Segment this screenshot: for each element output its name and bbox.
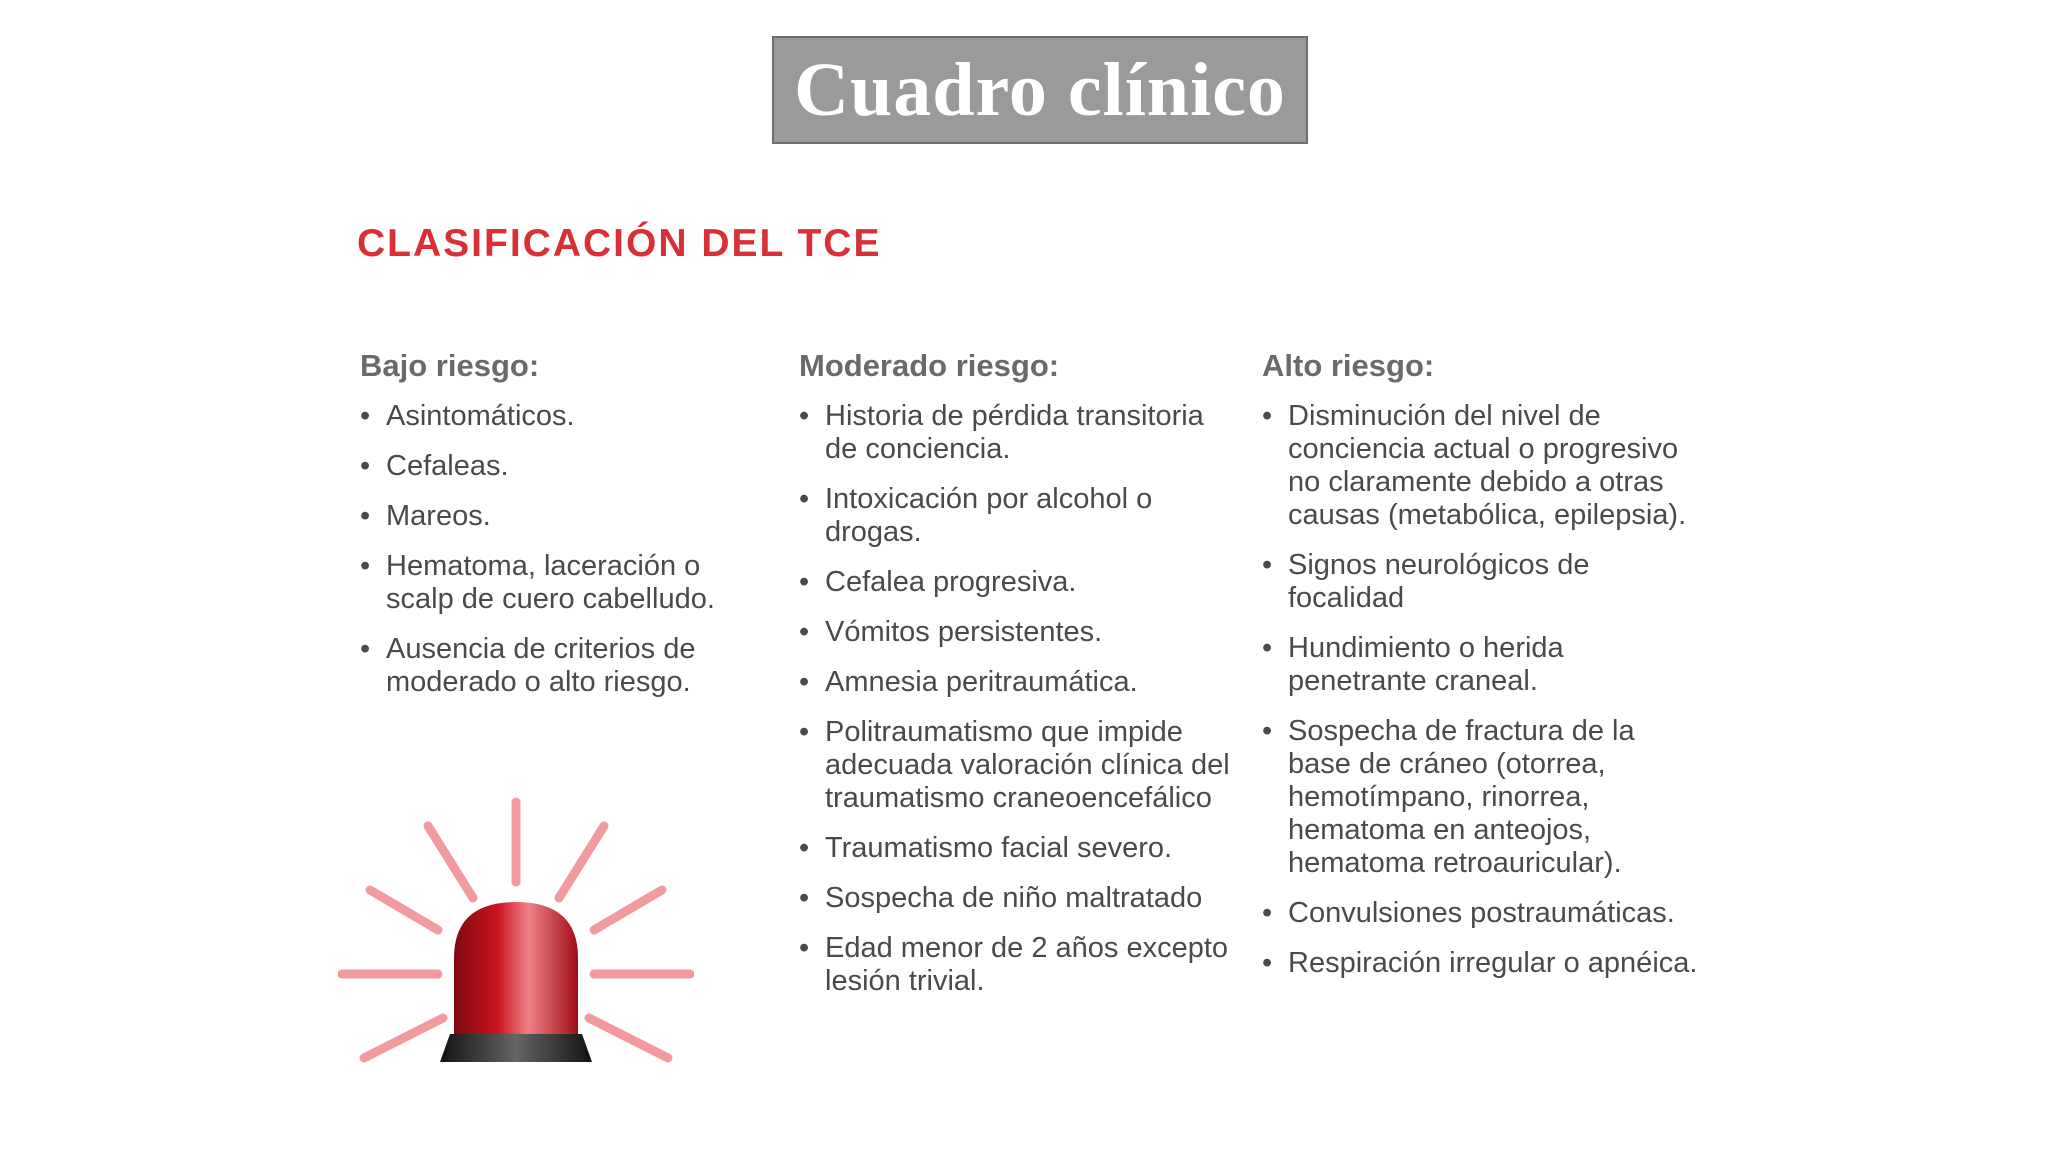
column-title-low-risk: Bajo riesgo: xyxy=(360,348,540,383)
list-low-risk xyxy=(360,400,760,699)
list-item: • Edad menor de 2 años excepto lesión trivial. xyxy=(799,932,1239,998)
list-item: • Convulsiones postraumáticas. xyxy=(1262,897,1702,930)
column-high-risk xyxy=(1262,348,1702,997)
siren-base xyxy=(440,1034,592,1062)
list-item: • Cefaleas. xyxy=(360,450,760,483)
list-item: • Historia de pérdida transitoria de conciencia. xyxy=(799,400,1239,466)
section-heading: CLASIFICACIÓN DEL TCE xyxy=(357,222,882,265)
siren-dome xyxy=(454,902,578,1040)
list-item: • Politraumatismo que impide adecuada valoración clínica del traumatismo craneoencefálico xyxy=(799,716,1239,815)
list-item: • Asintomáticos. xyxy=(360,400,760,433)
title-box xyxy=(772,36,1308,144)
alarm-siren-icon xyxy=(338,790,694,1072)
column-low-risk xyxy=(360,348,760,716)
list-item: • Traumatismo facial severo. xyxy=(799,832,1239,865)
list-item: • Sospecha de fractura de la base de cráneo (otorrea, hemotímpano, rinorrea, hematoma en anteojos, hematoma retroauricular). xyxy=(1262,715,1702,880)
column-title-moderate-risk: Moderado riesgo: xyxy=(799,348,1060,383)
list-item: • Respiración irregular o apnéica. xyxy=(1262,947,1702,980)
list-item: • Sospecha de niño maltratado xyxy=(799,882,1239,915)
list-high-risk xyxy=(1262,400,1702,980)
list-item: • Mareos. xyxy=(360,500,760,533)
list-item: • Disminución del nivel de conciencia actual o progresivo no claramente debido a otras causas (metabólica, epilepsia). xyxy=(1262,400,1702,532)
list-item: • Amnesia peritraumática. xyxy=(799,666,1239,699)
list-moderate-risk xyxy=(799,400,1239,998)
list-item: • Hundimiento o herida penetrante craneal. xyxy=(1262,632,1702,698)
column-title-high-risk: Alto riesgo: xyxy=(1262,348,1435,383)
list-item: • Cefalea progresiva. xyxy=(799,566,1239,599)
list-item: • Intoxicación por alcohol o drogas. xyxy=(799,483,1239,549)
list-item: • Vómitos persistentes. xyxy=(799,616,1239,649)
list-item: • Signos neurológicos de focalidad xyxy=(1262,549,1702,615)
list-item: • Ausencia de criterios de moderado o alto riesgo. xyxy=(360,633,760,699)
column-moderate-risk xyxy=(799,348,1239,1015)
slide-title: Cuadro clínico xyxy=(794,47,1286,132)
list-item: • Hematoma, laceración o scalp de cuero cabelludo. xyxy=(360,550,760,616)
